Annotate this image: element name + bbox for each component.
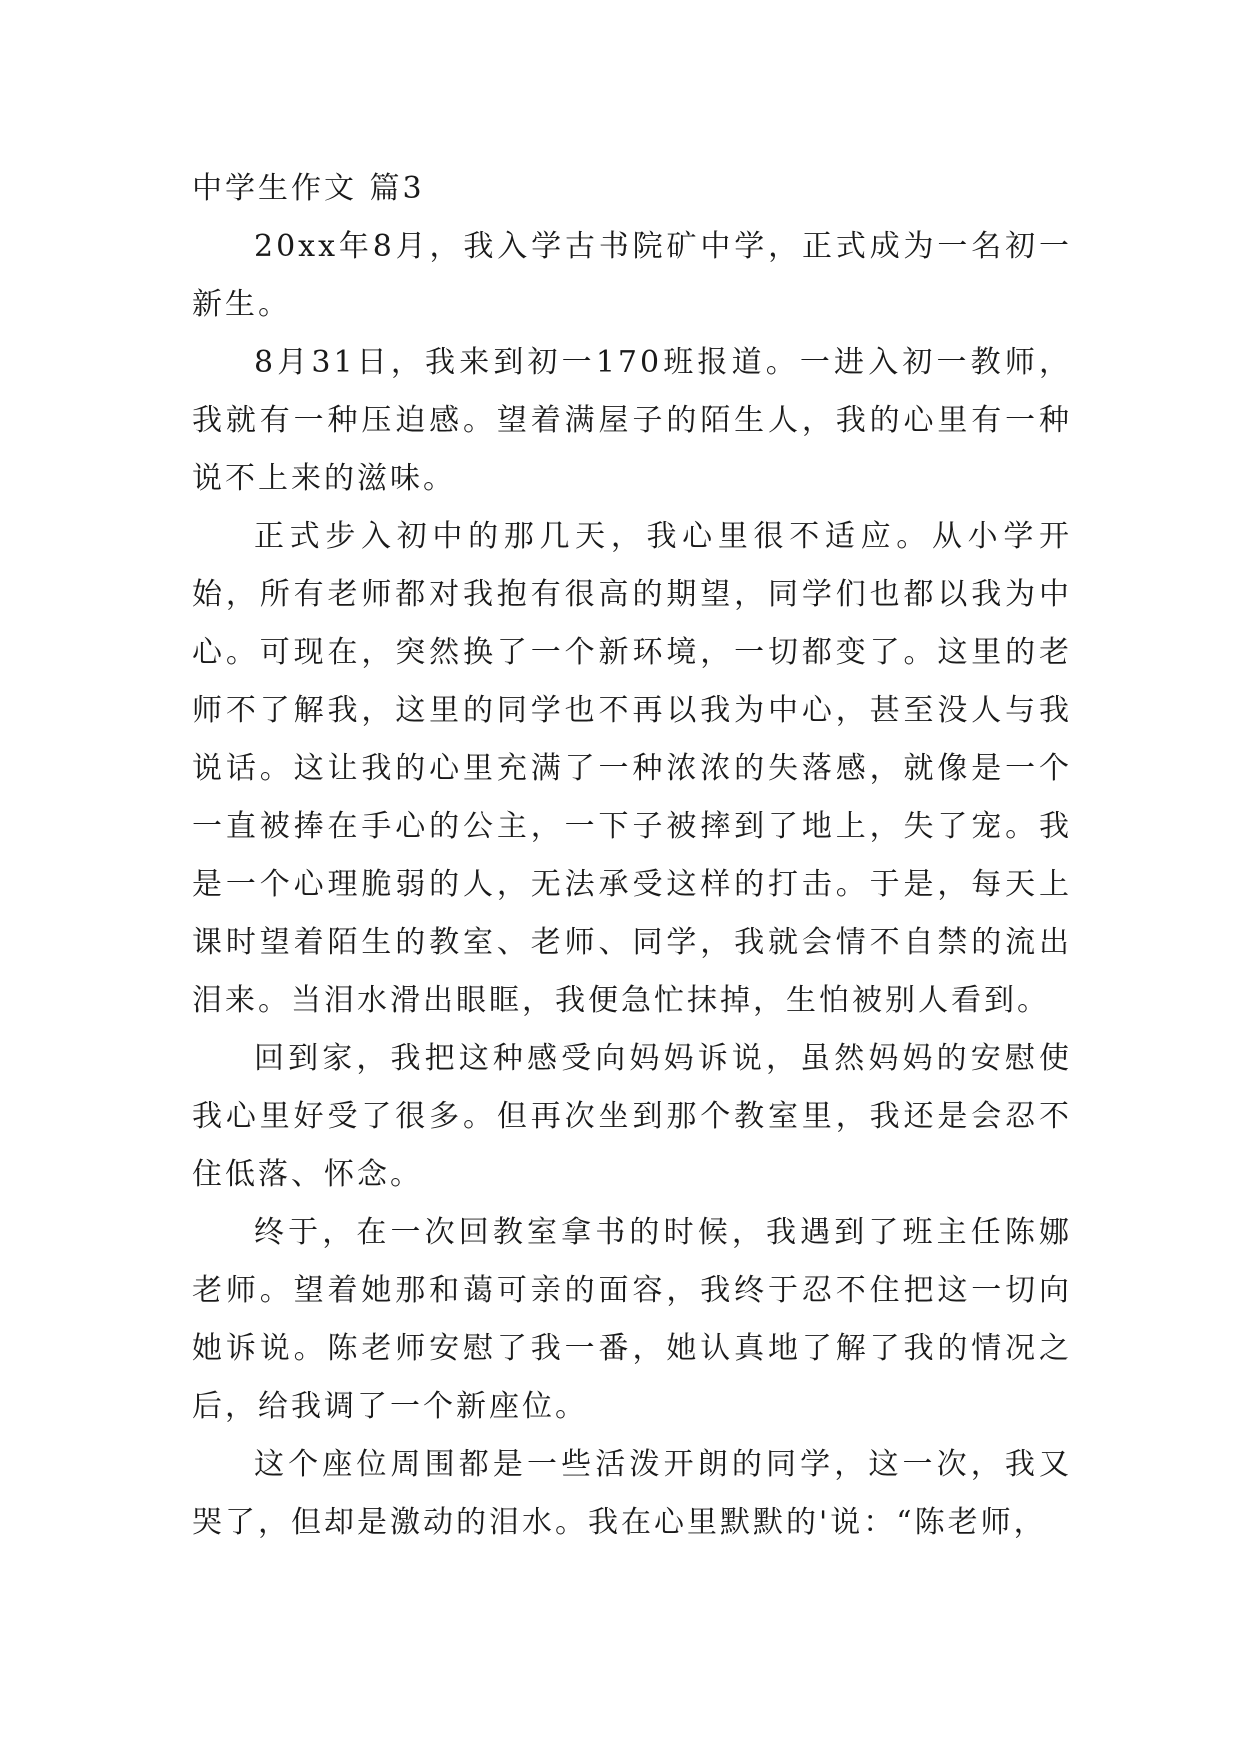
paragraph-4: 回到家，我把这种感受向妈妈诉说，虽然妈妈的安慰使我心里好受了很多。但再次坐到那个教室里，我还是会忍不住低落、怀念。 bbox=[192, 1041, 1072, 1192]
paragraph-5: 终于，在一次回教室拿书的时候，我遇到了班主任陈娜老师。望着她那和蔼可亲的面容，我终于忍不住把这一切向她诉说。陈老师安慰了我一番，她认真地了解了我的情况之后，给我调了一个新座位。 bbox=[192, 1215, 1072, 1424]
paragraph-1: 20xx年8月，我入学古书院矿中学，正式成为一名初一新生。 bbox=[192, 229, 1072, 322]
document-body bbox=[192, 160, 1072, 1552]
paragraph-2: 8月31日，我来到初一170班报道。一进入初一教师，我就有一种压迫感。望着满屋子的陌生人，我的心里有一种说不上来的滋味。 bbox=[192, 345, 1072, 496]
paragraph-6: 这个座位周围都是一些活泼开朗的同学，这一次，我又哭了，但却是激动的泪水。我在心里默默的'说：“陈老师， bbox=[192, 1447, 1072, 1540]
paragraph-3: 正式步入初中的那几天，我心里很不适应。从小学开始，所有老师都对我抱有很高的期望，同学们也都以我为中心。可现在，突然换了一个新环境，一切都变了。这里的老师不了解我，这里的同学也不再以我为中心，甚至没人与我说话。这让我的心里充满了一种浓浓的失落感，就像是一个一直被捧在手心的公主，一下子被摔到了地上，失了宠。我是一个心理脆弱的人，无法承受这样的打击。于是，每天上课时望着陌生的教室、老师、同学，我就会情不自禁的流出泪来。当泪水滑出眼眶，我便急忙抹掉，生怕被别人看到。 bbox=[192, 519, 1072, 1018]
essay-title: 中学生作文 篇3 bbox=[192, 171, 425, 206]
